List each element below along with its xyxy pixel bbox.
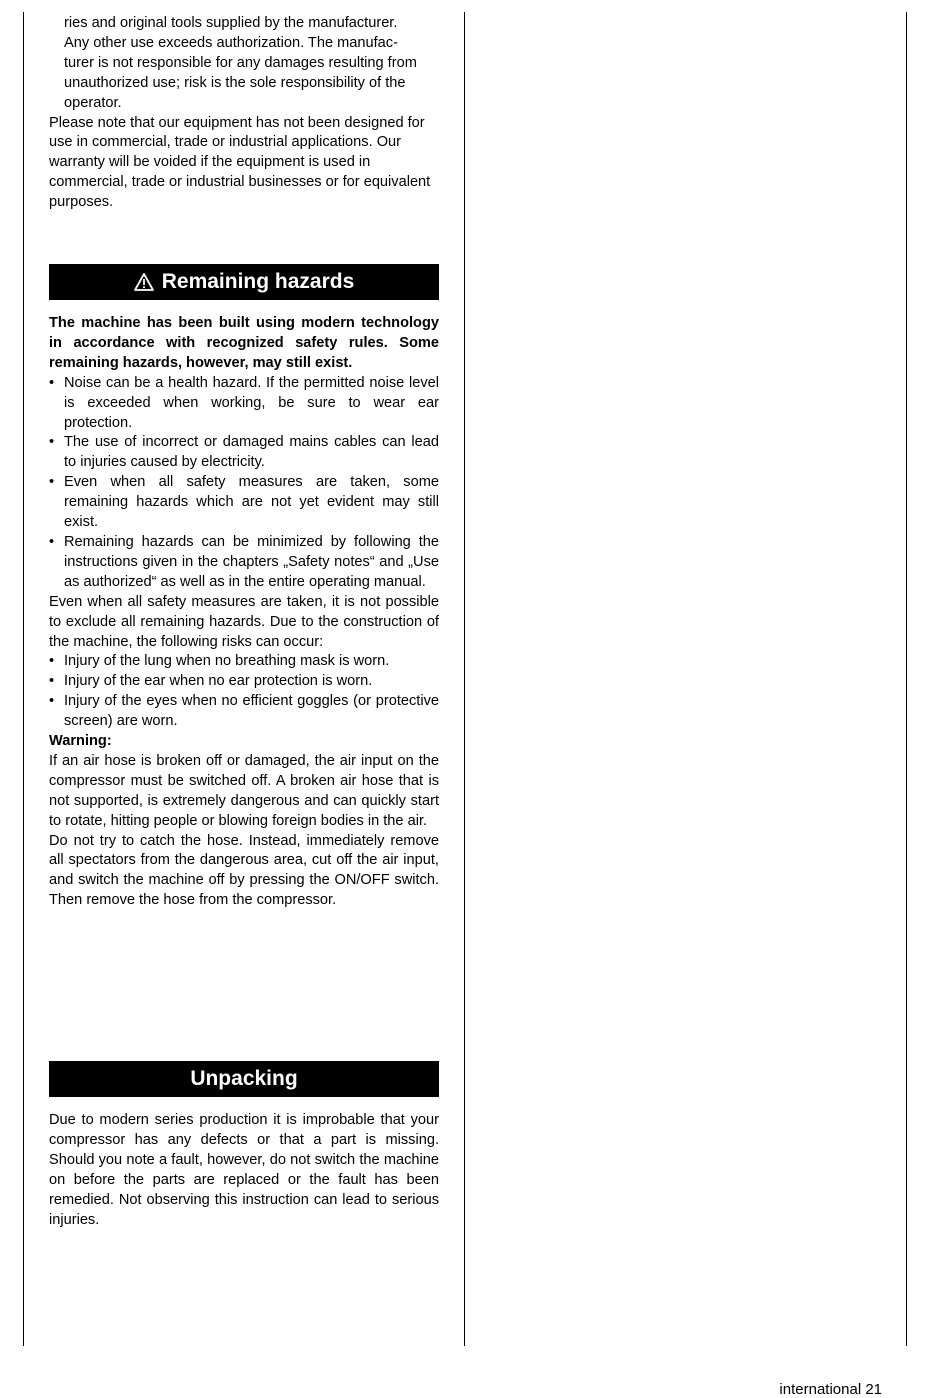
remaining-hazards-heading [49, 264, 439, 300]
risks-intro: Even when all safety measures are taken, it is not possible to exclude all remaining hazards. Due to the construction of the machine, the following risks can occur: [49, 593, 439, 650]
warning-paragraph: Do not try to catch the hose. Instead, immediately remove all spectators from the dangerous area, cut off the air input, and switch the machine off by pressing the ON/OFF switch. Then remove the hose from the compressor. [49, 832, 439, 909]
unpacking-title: Unpacking [190, 1067, 298, 1090]
hazard-bullet: • Remaining hazards can be minimized by following the instructions given in the chapters „Safety notes“ and „Use as authorized“ as well as in the entire operating manual. [49, 533, 439, 593]
page-number-footer: international 21 [779, 1381, 882, 1398]
intro-section [49, 14, 439, 213]
hazard-bullet: • The use of incorrect or damaged mains cables can lead to injuries caused by electricity. [49, 433, 439, 473]
intro-line: unauthorized use; risk is the sole responsibility of the [64, 74, 406, 91]
intro-line: Any other use exceeds authorization. The manufac- [64, 34, 398, 51]
right-column-rule [906, 12, 907, 1346]
hazard-bullet: • Noise can be a health hazard. If the permitted noise level is exceeded when working, be sure to wear ear protection. [49, 374, 439, 434]
warning-triangle-icon [134, 273, 154, 291]
intro-line: ries and original tools supplied by the manufacturer. [64, 15, 398, 31]
risk-bullet: • Injury of the eyes when no efficient goggles (or protective screen) are worn. [49, 692, 439, 732]
warning-label: Warning: [49, 733, 112, 750]
intro-paragraph: Please note that our equipment has not been designed for use in commercial, trade or industrial applications. Our warranty will be voided if the equipment is used in commercial, trade or industrial businesses or for equivalent purposes. [49, 114, 431, 211]
intro-line: turer is not responsible for any damages resulting from [64, 54, 417, 71]
remaining-hazards-title: Remaining hazards [161, 270, 355, 293]
center-column-rule [464, 12, 465, 1346]
hazards-bullet-list [49, 374, 439, 593]
risks-bullet-list [49, 652, 439, 732]
hazard-bullet: • Even when all safety measures are taken, some remaining hazards which are not yet evident may still exist. [49, 473, 439, 533]
unpacking-paragraph: Due to modern series production it is improbable that your compressor has any defects or that a part is missing. Should you note a fault, however, do not switch the machine on before the parts are replaced or the fault has been remedied. Not observing this instruction can lead to serious injuries. [49, 1112, 439, 1228]
hazards-lead: The machine has been built using modern technology in accordance with recognized safety rules. Some remaining hazards, however, may still exist. [49, 315, 439, 371]
risk-bullet: • Injury of the ear when no ear protection is worn. [49, 672, 439, 692]
remaining-hazards-section [49, 314, 439, 911]
unpacking-section [49, 1111, 439, 1230]
left-column-rule [23, 12, 24, 1346]
unpacking-heading [49, 1061, 439, 1097]
risk-bullet: • Injury of the lung when no breathing mask is worn. [49, 652, 439, 672]
intro-line: operator. [64, 94, 122, 111]
warning-paragraph: If an air hose is broken off or damaged, the air input on the compressor must be switched off. A broken air hose that is not supported, is extremely dangerous and can quickly start to rotate, hitting people or blowing foreign bodies in the air. [49, 752, 439, 829]
